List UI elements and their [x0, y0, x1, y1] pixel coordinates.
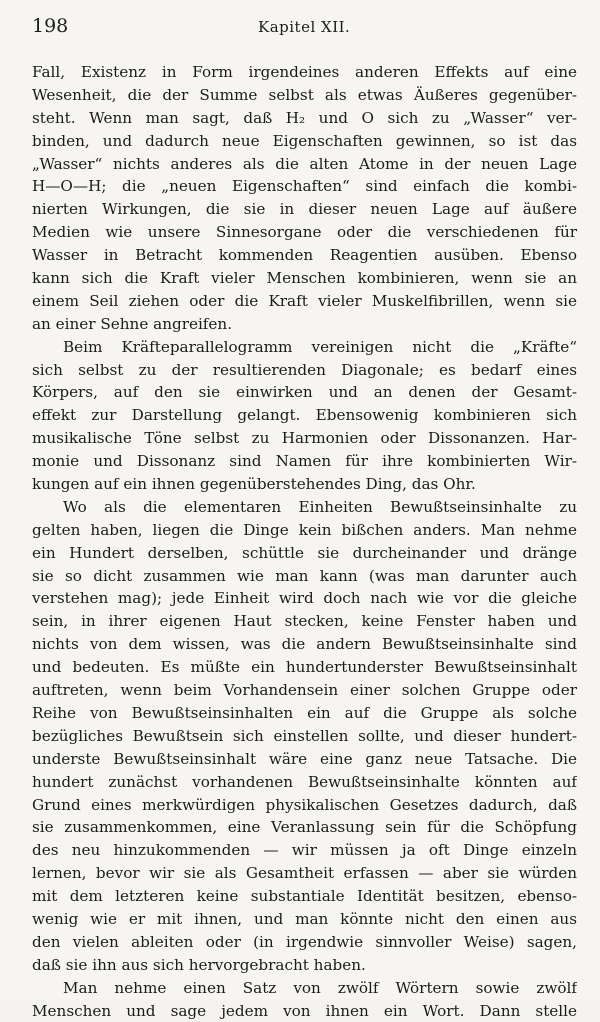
text-line: Wesenheit, die der Summe selbst als etwas Äußeres gegenüber-	[32, 85, 577, 104]
text-line: kungen auf ein ihnen gegenüberstehendes Ding, das Ohr.	[32, 475, 476, 494]
text-line: bezügliches Bewußtsein sich einstellen sollte, und dieser hundert-	[32, 726, 577, 745]
text-line: Reihe von Bewußtseinsinhalten ein auf die Gruppe als solche	[32, 703, 577, 722]
text-line: Menschen und sage jedem von ihnen ein Wort. Dann stelle	[32, 1001, 577, 1020]
text-line: Medien wie unsere Sinnesorgane oder die verschiedenen für	[32, 223, 577, 242]
text-line: steht. Wenn man sagt, daß H₂ und O sich zu „Wasser“ ver-	[32, 108, 577, 127]
text-line: binden, und dadurch neue Eigenschaften gewinnen, so ist das	[32, 131, 577, 150]
text-line: Grund eines merkwürdigen physikalischen Gesetzes dadurch, daß	[32, 795, 577, 814]
text-line: lernen, bevor wir sie als Gesamtheit erfassen — aber sie würden	[32, 864, 577, 883]
text-line: Fall, Existenz in Form irgendeines anderen Effekts auf eine	[32, 63, 577, 81]
text-line: verstehen mag); jede Einheit wird doch nach wie vor die gleiche	[32, 589, 577, 608]
text-line: monie und Dissonanz sind Namen für ihre kombinierten Wir-	[32, 452, 577, 471]
text-line: nichts von dem wissen, was die andern Bewußtseinsinhalte sind	[32, 635, 577, 654]
text-line: kann sich die Kraft vieler Menschen kombinieren, wenn sie an	[32, 269, 577, 288]
text-line: sie so dicht zusammen wie man kann (was man darunter auch	[32, 566, 577, 585]
text-line: „Wasser“ nichts anderes als die alten Atome in der neuen Lage	[32, 154, 577, 173]
text-line: wenig wie er mit ihnen, und man könnte nicht den einen aus	[32, 909, 577, 928]
text-line: Beim Kräfteparallelogramm vereinigen nicht die „Kräfte“	[63, 337, 577, 356]
text-line: sich selbst zu der resultierenden Diagonale; es bedarf eines	[32, 360, 577, 379]
text-line: hundert zunächst vorhandenen Bewußtseinsinhalte könnten auf	[32, 772, 577, 791]
text-line: H—O—H; die „neuen Eigenschaften“ sind einfach die kombi-	[32, 177, 577, 196]
running-head: Kapitel XII.	[258, 18, 351, 36]
text-line: sein, in ihrer eigenen Haut stecken, keine Fenster haben und	[32, 612, 577, 631]
text-line: sie zusammenkommen, eine Veranlassung sein für die Schöpfung	[32, 818, 577, 837]
page-number: 198	[32, 15, 69, 37]
text-line: einem Seil ziehen oder die Kraft vieler Muskelfibrillen, wenn sie	[32, 291, 577, 310]
text-line: daß sie ihn aus sich hervorgebracht haben.	[32, 955, 366, 974]
text-line: underste Bewußtseinsinhalt wäre eine ganz neue Tatsache. Die	[32, 749, 577, 768]
text-line: den vielen ableiten oder (in irgendwie sinnvoller Weise) sagen,	[32, 932, 577, 951]
text-line: musikalische Töne selbst zu Harmonien oder Dissonanzen. Har-	[32, 429, 577, 448]
text-line: Wasser in Betracht kommenden Reagentien ausüben. Ebenso	[32, 246, 577, 265]
text-line: mit dem letzteren keine substantiale Identität besitzen, ebenso-	[32, 887, 577, 906]
text-line: nierten Wirkungen, die sie in dieser neuen Lage auf äußere	[32, 200, 577, 219]
text-line: Wo als die elementaren Einheiten Bewußtseinsinhalte zu	[63, 497, 577, 516]
text-line: effekt zur Darstellung gelangt. Ebensowenig kombinieren sich	[32, 406, 577, 425]
text-line: Man nehme einen Satz von zwölf Wörtern sowie zwölf	[63, 978, 577, 997]
text-line: gelten haben, liegen die Dinge kein bißchen anders. Man nehme	[32, 520, 577, 539]
text-line: auftreten, wenn beim Vorhandensein einer solchen Gruppe oder	[32, 681, 577, 700]
text-line: ein Hundert derselben, schüttle sie durcheinander und dränge	[32, 543, 577, 562]
text-line: und bedeuten. Es müßte ein hundertunderster Bewußtseinsinhalt	[32, 658, 577, 677]
text-line: Körpers, auf den sie einwirken und an denen der Gesamt-	[32, 383, 577, 402]
body-text	[32, 61, 577, 1022]
text-line: an einer Sehne angreifen.	[32, 314, 233, 333]
text-line: des neu hinzukommenden — wir müssen ja oft Dinge einzeln	[32, 841, 577, 860]
